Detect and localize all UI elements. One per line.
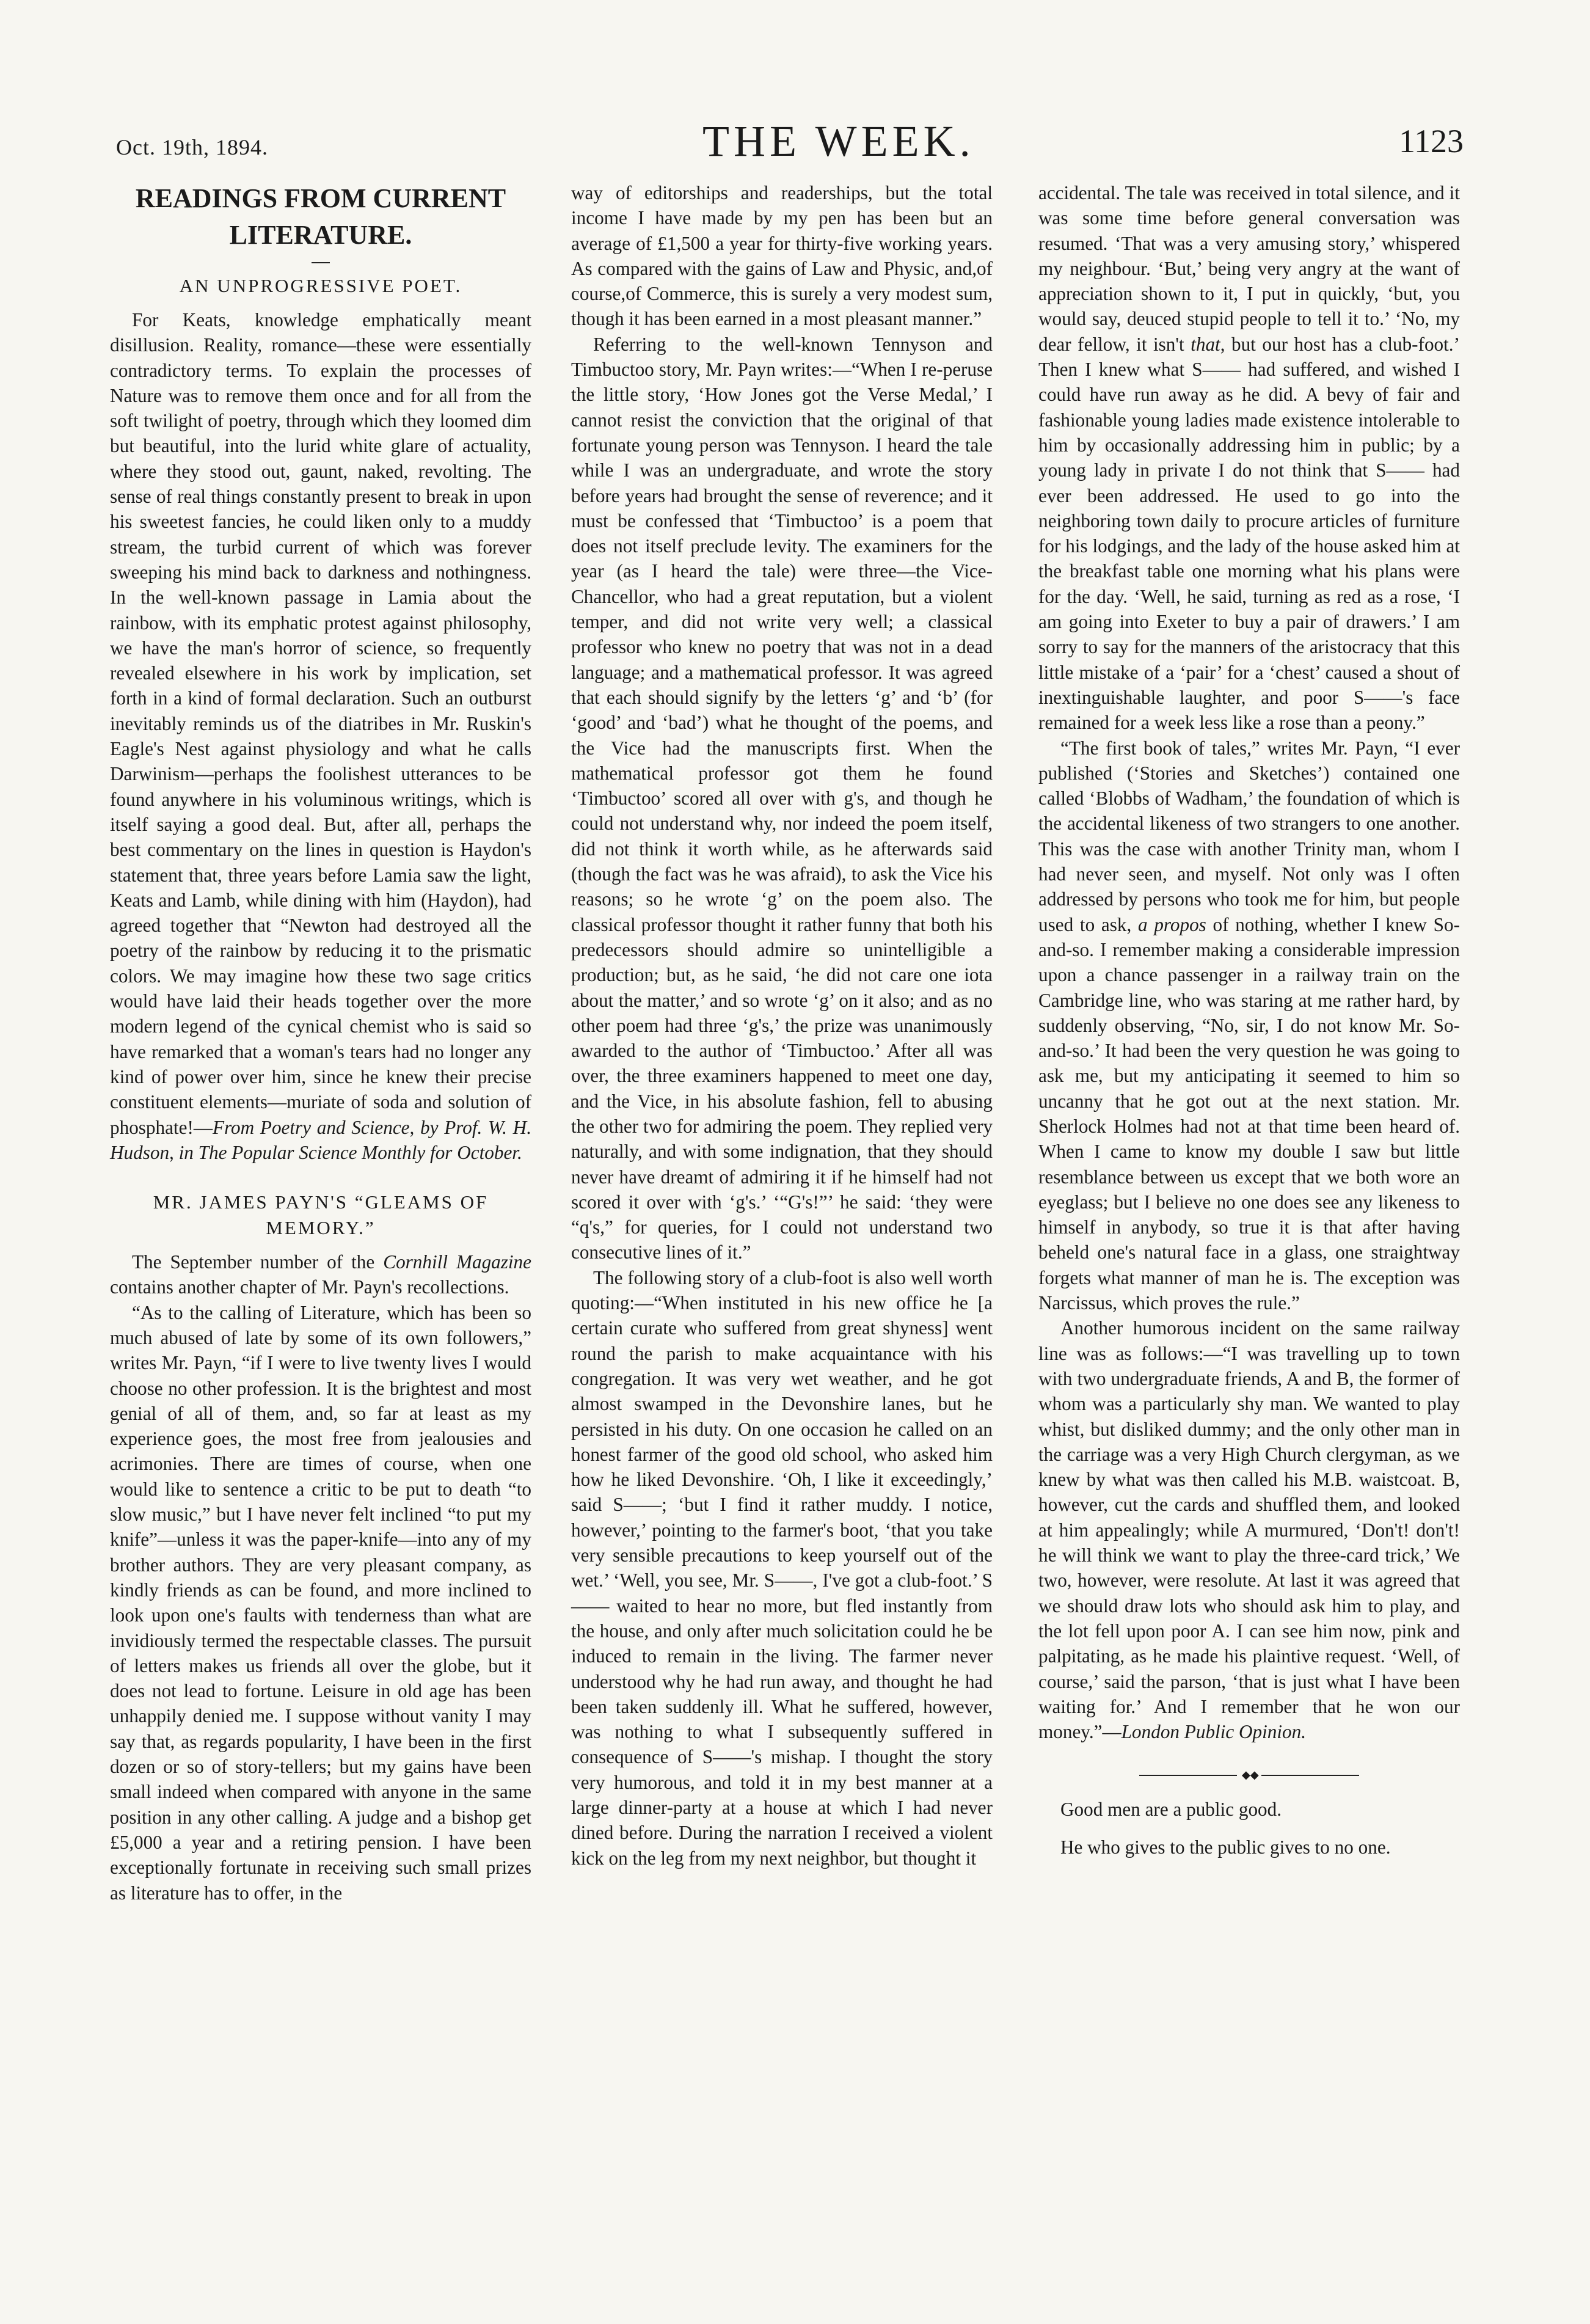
title-rule [312, 262, 330, 263]
paragraph-text: of nothing, whether I knew So-and-so. I remember making a considerable impression upon a chance passenger in a railway train on the Cambridge line, who was staring at me rather hard, by suddenly observing, “No, sir, I do not know Mr. So-and-so.’ It had been the very question he was going to ask me, but my anticipating it seemed to him so uncanny that he got out at the next station. Mr. Sherlock Holmes had not at that time been heard of. When I came to know my double I saw but little resemblance between us except that we both wore an eyeglass; but I believe no one does see any likeness to himself in anybody, so true it is that after having beheld one's natural face in a glass, one straightway forgets what manner of man he is. The exception was Narcissus, which proves the rule.” [1038, 913, 1460, 1314]
body-paragraph [110, 307, 531, 1165]
body-paragraph [110, 1249, 531, 1300]
column-1 [110, 180, 531, 1906]
paragraph-text: contains another chapter of Mr. Payn's recollections. [110, 1276, 509, 1298]
source-citation: London Public Opinion. [1121, 1721, 1307, 1743]
page-header [0, 116, 1590, 171]
body-paragraph [1038, 1315, 1460, 1744]
source-citation: From Poetry and Science, by Prof. W. H. Hudson, in The Popular Science Monthly for October. [110, 1116, 531, 1163]
section-heading-gleams-of-memory: MR. JAMES PAYN'S “GLEAMS OF MEMORY.” [153, 1191, 489, 1239]
body-paragraph: way of editorships and readerships, but the total income I have made by my pen has been but an average of £1,500 a year for thirty-five working years. As compared with the gains of Law and Physic, and,of course,of Commerce, this is surely a very modest sum, though it has been earned in a most pleasant manner.” [571, 182, 993, 330]
section-heading-unprogressive-poet: AN UNPROGRESSIVE POET. [179, 275, 462, 296]
page-number: 1123 [1399, 123, 1464, 159]
publication-title: THE WEEK. [702, 117, 975, 166]
paragraph-text: For Keats, knowledge emphatically meant disillusion. Reality, romance—these were essentially contradictory terms. To explain the processes of Nature was to remove them once and for all from the soft twilight of poetry, through which they loomed dim but beautiful, into the lurid white glare of actuality, where they stood out, gaunt, naked, revolting. The sense of real things constantly present to break in upon his sweetest fancies, he could liken only to a muddy stream, the turbid current of which was forever sweeping his mind back to darkness and nothingness. In the well-known passage in Lamia about the rainbow, with its emphatic protest against philosophy, we have the man's horror of science, so frequently revealed elsewhere in his work by implication, set forth in a kind of formal declaration. Such an outburst inevitably reminds us of the diatribes in Mr. Ruskin's Eagle's Nest against physiology and what he calls Darwinism—perhaps the foolishest utterances to be found anywhere in his voluminous writings, which is itself saying a good deal. But, after all, perhaps the best commentary on the lines in question is Haydon's statement that, three years before Lamia saw the light, Keats and Lamb, while dining with him (Haydon), had agreed together that “Newton had destroyed all the poetry of the rainbow by reducing it to the prismatic colors. We may imagine how these two sage critics would have laid their heads together over the more modern legend of the cynical chemist who is said so have remarked that a woman's tears had no longer any kind of power over him, since he knew their precise constituent elements—muriate of soda and solution of phosphate!— [110, 309, 531, 1138]
article-title: READINGS FROM CURRENT LITERATURE. [135, 183, 506, 250]
paragraph-text: Another humorous incident on the same railway line was as follows:—“I was travelling up to town with two undergraduate friends, A and B, the former of whom was a particularly shy man. We wanted to play whist, but disliked dummy; and the only other man in the carriage was a very High Church clergyman, as we knew by what was then called his M.B. waistcoat. B, however, cut the cards and shuffled them, and looked at him appealingly; while A murmured, ‘Don't! don't! he will think we want to play the three-card trick,’ We two, however, were resolute. At last it was agreed that we should draw lots who should ask him to play, and the lot fell upon poor A. I can see him now, pink and palpitating, as he made his plaintive request. ‘Well, of course,’ said the parson, ‘that is just what I have been waiting for.’ And I remember that he won our money.”— [1038, 1317, 1460, 1743]
paragraph-text: The September number of the [132, 1251, 384, 1273]
body-paragraph [1038, 736, 1460, 1316]
magazine-name: Cornhill Magazine [383, 1251, 531, 1273]
section-divider-ornament [1139, 1769, 1359, 1781]
body-paragraph: Referring to the well-known Tennyson and Timbuctoo story, Mr. Payn writes:—“When I re-peruse the little story, ‘How Jones got the Verse Medal,’ I cannot resist the conviction that the original of that fortunate young person was Tennyson. I heard the tale while I was an undergraduate, and wrote the story before years had brought the sense of reverence; and it must be confessed that ‘Timbuctoo’ is a poem that does not itself preclude levity. The examiners for the year (as I heard the tale) were three—the Vice-Chancellor, who had a great reputation, but a violent temper, and did not write very well; a classical professor who knew no poetry that was not in a dead language; and a mathematical professor. It was agreed that each should signify by the letters ‘g’ and ‘b’ (for ‘good’ and ‘bad’) what he thought of the poems, and the Vice had the manuscripts first. When the mathematical professor got them he found ‘Timbuctoo’ scored all over with g's, and though he could not understand why, nor indeed the poem itself, did not think it worth while, as he afterwards said (though the fact was he was afraid), to ask the Vice his reasons; so he wrote ‘g’ on the poem also. The classical professor thought it rather funny that both his predecessors should admire so unintelligible a production; but, as he said, ‘he did not care one iota about the matter,’ and so wrote ‘g’ on it also; and as no other poem had three ‘g's,’ the prize was unanimously awarded to the author of ‘Timbuctoo.’ After all was over, the three examiners happened to meet one day, and the Vice, in his absolute fashion, fell to abusing the other two for admiring the poem. They replied very naturally, and with some indignation, that they should never have dreamt of admiring it if he himself had not scored it over with ‘g's.’ ‘“G's!”’ he said: ‘they were “q's,” for queries, for I could not understand two consecutive lines of it.” [571, 333, 993, 1263]
body-paragraph: “As to the calling of Literature, which has been so much abused of late by some of its own followers,” writes Mr. Payn, “if I were to live twenty lives I would choose no other profession. It is the brightest and most genial of all of them, and, so far at least as my experience goes, the most free from jealousies and acrimonies. There are times of course, when one would like to sentence a critic to be put to death “to slow music,” but I have never felt inclined “to put my knife”—unless it was the paper-knife—into any of my brother authors. They are very pleasant company, as kindly friends as can be found, and more inclined to look upon one's faults with tenderness than what are invidiously termed the respectable classes. The pursuit of letters makes us friends all over the globe, but it does not lead to fortune. Leisure in old age has been unhappily denied me. I suppose without vanity I may say that, as regards popularity, I have been in the first dozen or so of story-tellers; but my gains have been small indeed when compared with anyone in the same position in any other calling. A judge and a bishop get £5,000 a year and a retiring pension. I have been exceptionally fortunate in receiving such small prizes as literature has to offer, in the [110, 1301, 531, 1904]
emphasis-text: a propos [1138, 913, 1206, 935]
maxim: He who gives to the public gives to no one. [1060, 1836, 1391, 1858]
column-2 [571, 180, 993, 1871]
maxim: Good men are a public good. [1060, 1799, 1282, 1821]
issue-date: Oct. 19th, 1894. [116, 135, 268, 159]
paragraph-text: “The first book of tales,” writes Mr. Payn, “I ever published (‘Stories and Sketches’) contained one called ‘Blobbs of Wadham,’ the foundation of which is the accidental likeness of two strangers to one another. This was the case with another Trinity man, whom I had never seen, and myself. Not only was I often addressed by persons who took me for him, but people used to ask, [1038, 737, 1460, 935]
emphasis-text: that [1191, 333, 1220, 355]
body-paragraph: The following story of a club-foot is also well worth quoting:—“When instituted in his new office he [a certain curate who suffered from great shyness] went round the parish to make acquaintance with his congregation. It was very wet weather, and he got almost swamped in the Devonshire lanes, but he persisted in his duty. On one occasion he called on an honest farmer of the good old school, who asked him how he liked Devonshire. ‘Oh, I like it exceedingly,’ said S——; ‘but I find it rather muddy. I notice, however,’ pointing to the farmer's boot, ‘that you take very sensible precautions to keep yourself out of the wet.’ ‘Well, you see, Mr. S——, I've got a club-foot.’ S—— waited to hear no more, but fled instantly from the house, and only after much solicitation could he be induced to remain in the living. The farmer never understood why he had run away, and thought he had been taken suddenly ill. What he suffered, however, was nothing to what I subsequently suffered in consequence of S——'s mishap. I thought the story very humorous, and told it in my best manner at a large dinner-party at a house at which I had never dined before. During the narration I received a violent kick on the leg from my next neighbor, but thought it [571, 1266, 993, 1869]
paragraph-text: , but our host has a club-foot.’ Then I knew what S—— had suffered, and wished I could have run away as he did. A bevy of fair and fashionable young ladies made existence intolerable to him by occasionally addressing him in public; by a young lady in private I do not think that S—— had ever been addressed. He used to go into the neighboring town daily to procure articles of furniture for his lodgings, and the lady of the house asked him at the breakfast table one morning what his plans were for the day. ‘Well, he said, turning as red as a rose, ‘I am going into Exeter to buy a pair of drawers.’ I am sorry to say for the manners of the aristocracy that this little mistake of a ‘pair’ for a ‘chest’ caused a shout of inextinguishable laughter, and poor S——'s face remained for a week less like a rose than a peony.” [1038, 333, 1460, 734]
diamond-ornament-icon: ◆◆ [1242, 1769, 1259, 1781]
column-3 [1038, 180, 1460, 1860]
divider-line [1261, 1775, 1359, 1776]
body-paragraph [1038, 180, 1460, 736]
divider-line [1139, 1775, 1237, 1776]
paragraph-text: accidental. The tale was received in total silence, and it was some time before general conversation was resumed. ‘That was a very amusing story,’ whispered my neighbour. ‘But,’ being very angry at the want of appreciation shown to it, I put in quickly, ‘but, you would say, deuced stupid people to tell it to.’ ‘No, my dear fellow, it isn't [1038, 182, 1460, 355]
